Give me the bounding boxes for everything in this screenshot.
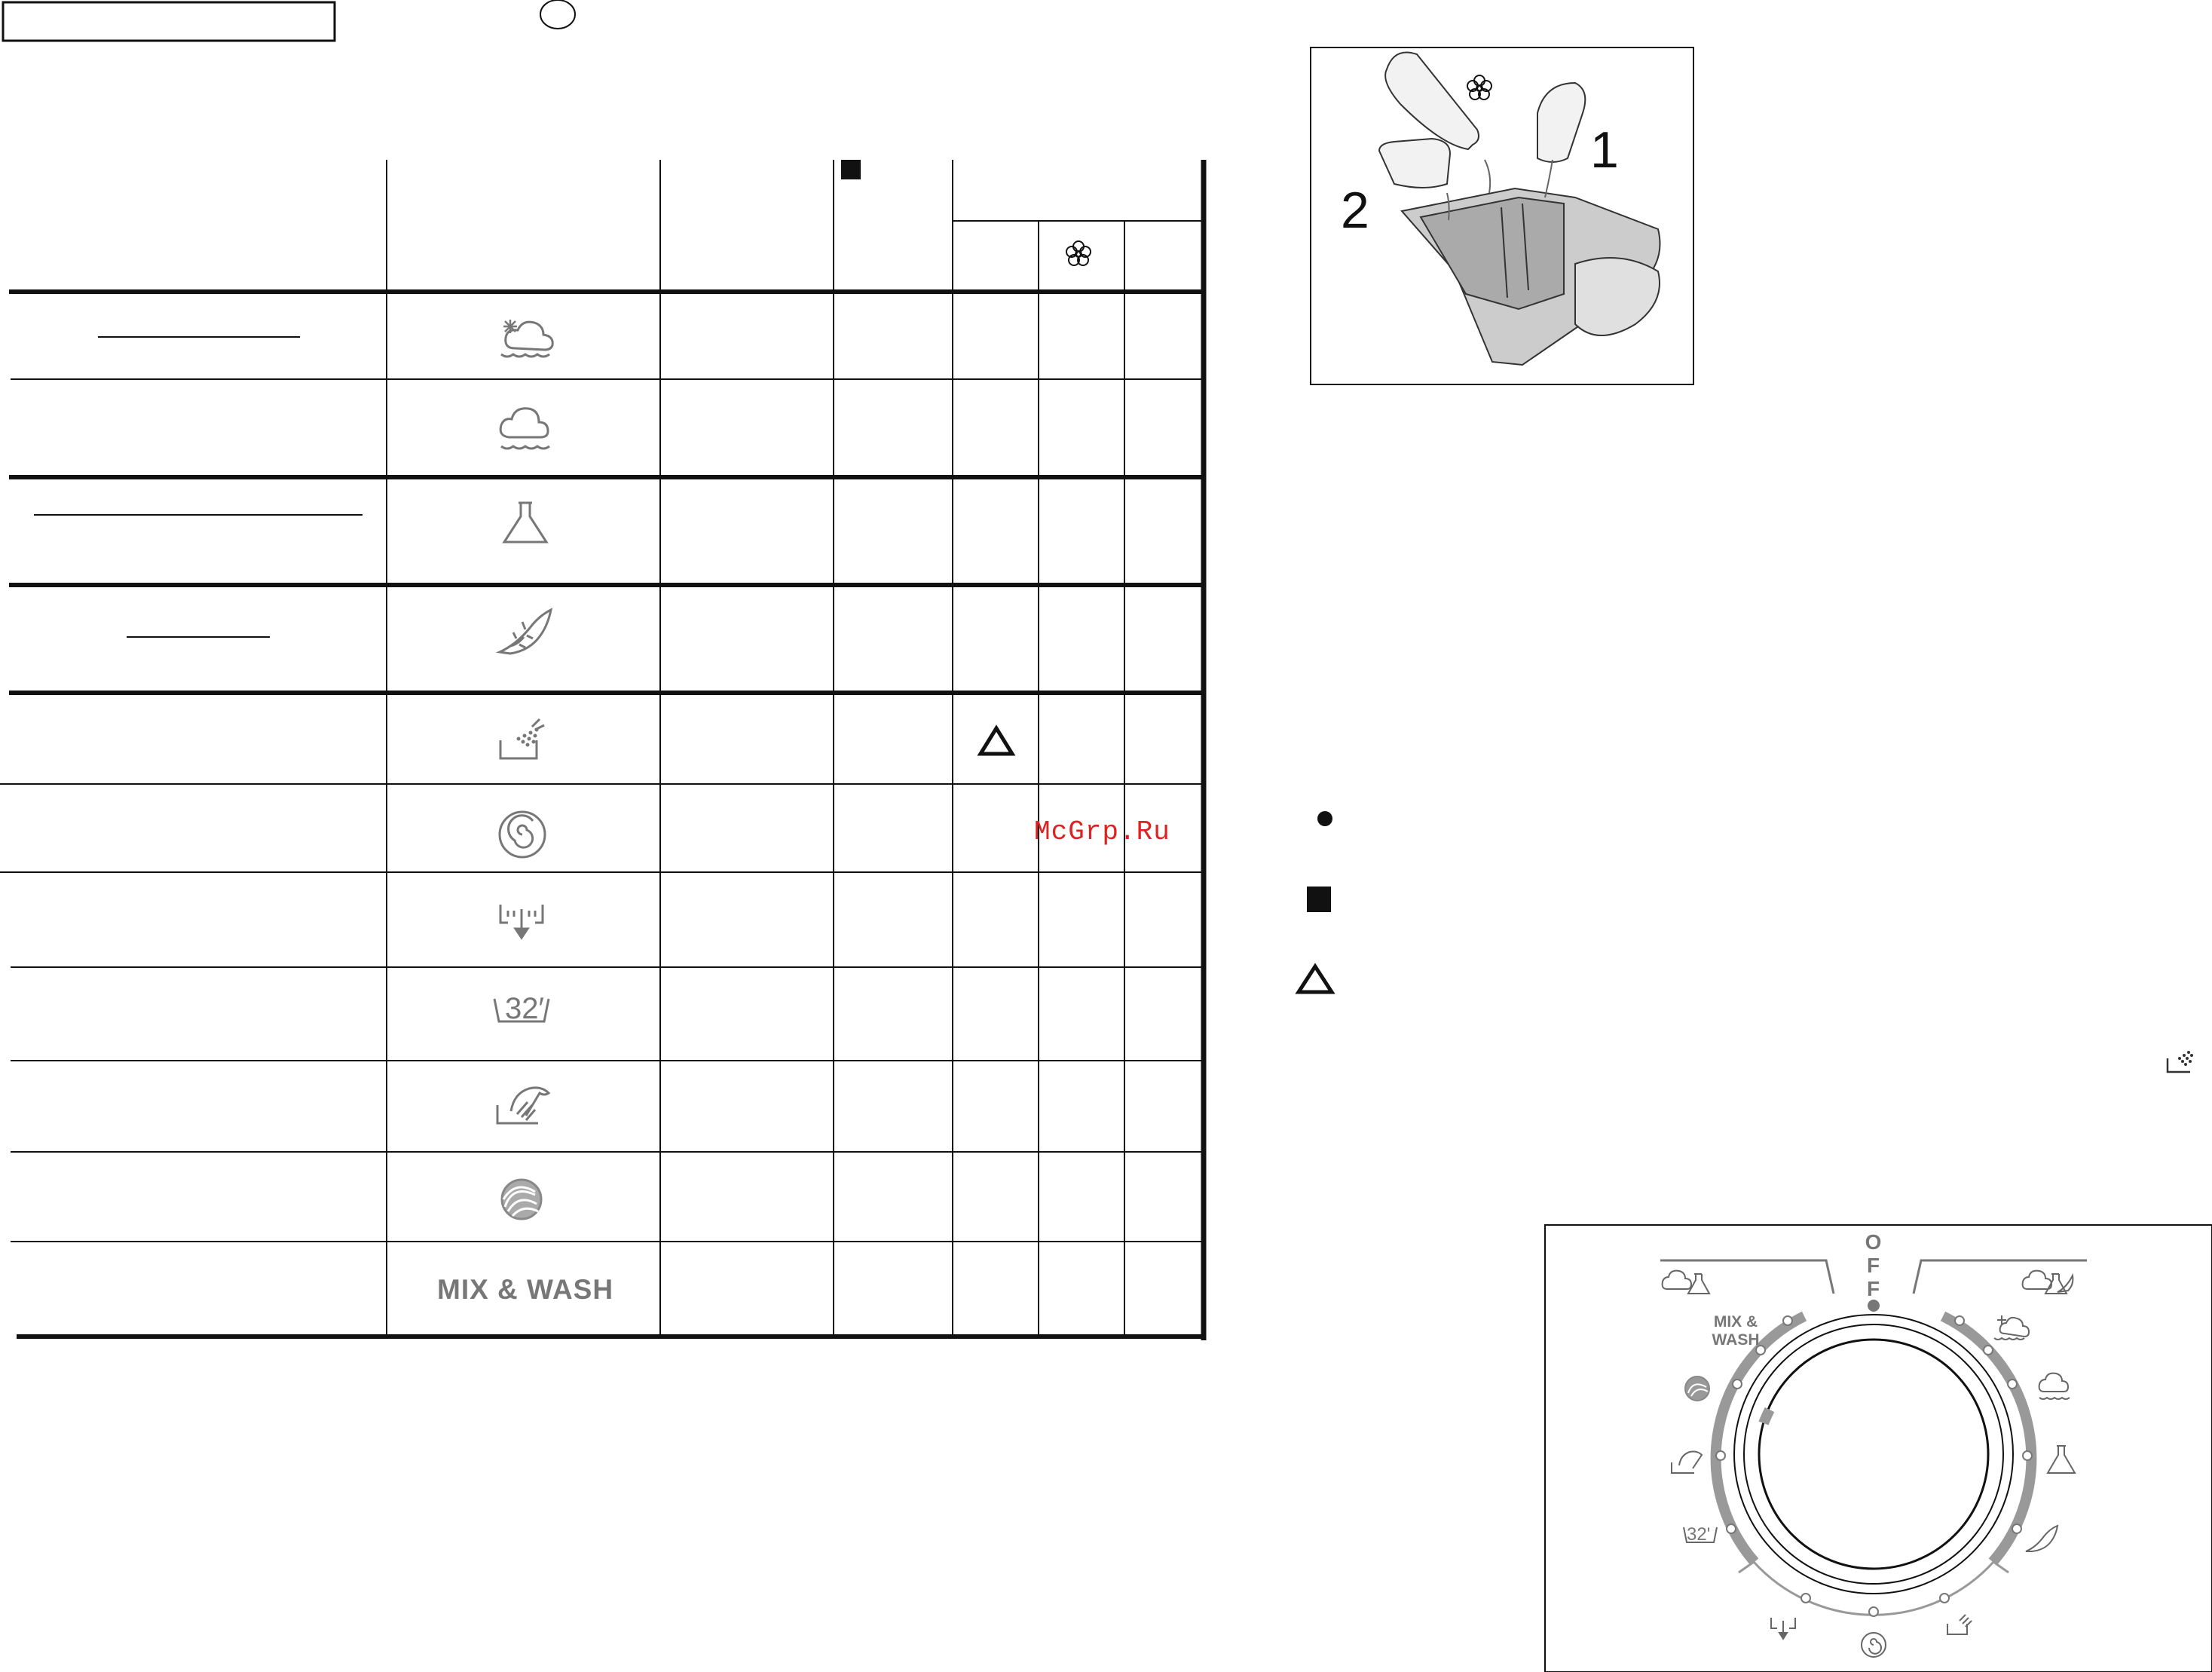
intensive-cotton-icon <box>501 320 552 357</box>
dial-mix-wash-line2: WASH <box>1712 1331 1760 1349</box>
svg-text:32′: 32′ <box>505 992 544 1025</box>
dial-spin-icon <box>1862 1633 1886 1657</box>
delicate-feather-icon <box>500 610 551 654</box>
prewash-square-icon <box>841 160 861 179</box>
legend-rinse-icon <box>2168 1051 2193 1072</box>
synthetic-flask-icon <box>504 503 546 542</box>
detergent-drawer-illustration <box>1379 53 1660 366</box>
rinse-marker-triangle <box>981 728 1012 754</box>
hand-wash-icon <box>497 1088 549 1123</box>
dispenser-compartment-1-label: 1 <box>1590 121 1619 179</box>
dial-synthetic-icon <box>2048 1446 2075 1473</box>
dial-drain-icon <box>1771 1618 1795 1639</box>
dial-rinse-icon <box>1947 1615 1972 1634</box>
cotton-icon <box>500 409 549 449</box>
dial-cotton-icon <box>2039 1373 2070 1399</box>
rinse-icon <box>500 719 544 758</box>
legend-triangle-symbol <box>1299 966 1332 992</box>
programme-table <box>0 160 1204 1340</box>
dial-cotton-flask-icon <box>1663 1271 1709 1294</box>
legend-dot-symbol <box>1317 811 1332 826</box>
dispenser-compartment-2-label: 2 <box>1341 182 1369 239</box>
dial-quick-label: 32' <box>1687 1524 1711 1545</box>
quick-32-icon <box>494 992 549 1025</box>
dial-mix-wash-label <box>1702 1313 1770 1349</box>
softener-flower-icon <box>1066 241 1091 265</box>
dial-cotton-flask-feather-icon <box>2023 1271 2073 1294</box>
drawer-flower-icon <box>1467 75 1491 100</box>
language-badge <box>540 0 575 29</box>
title-box <box>3 2 335 41</box>
dial-off-text: OFF <box>1862 1230 1885 1300</box>
spin-icon <box>500 812 545 857</box>
watermark: McGrp.Ru <box>1034 816 1170 847</box>
legend-square-symbol <box>1307 887 1331 912</box>
dial-delicate-icon <box>2026 1526 2057 1551</box>
dial-wool-icon <box>1685 1376 1709 1401</box>
drain-icon <box>500 905 543 938</box>
dial-intensive-icon <box>1994 1315 2029 1340</box>
wool-icon <box>502 1180 541 1219</box>
mix-wash-programme-label: MIX & WASH <box>437 1274 614 1305</box>
dial-hand-wash-icon <box>1672 1452 1702 1474</box>
dial-off-label <box>1862 1230 1885 1303</box>
dial-mix-wash-line1: MIX & <box>1713 1313 1758 1331</box>
